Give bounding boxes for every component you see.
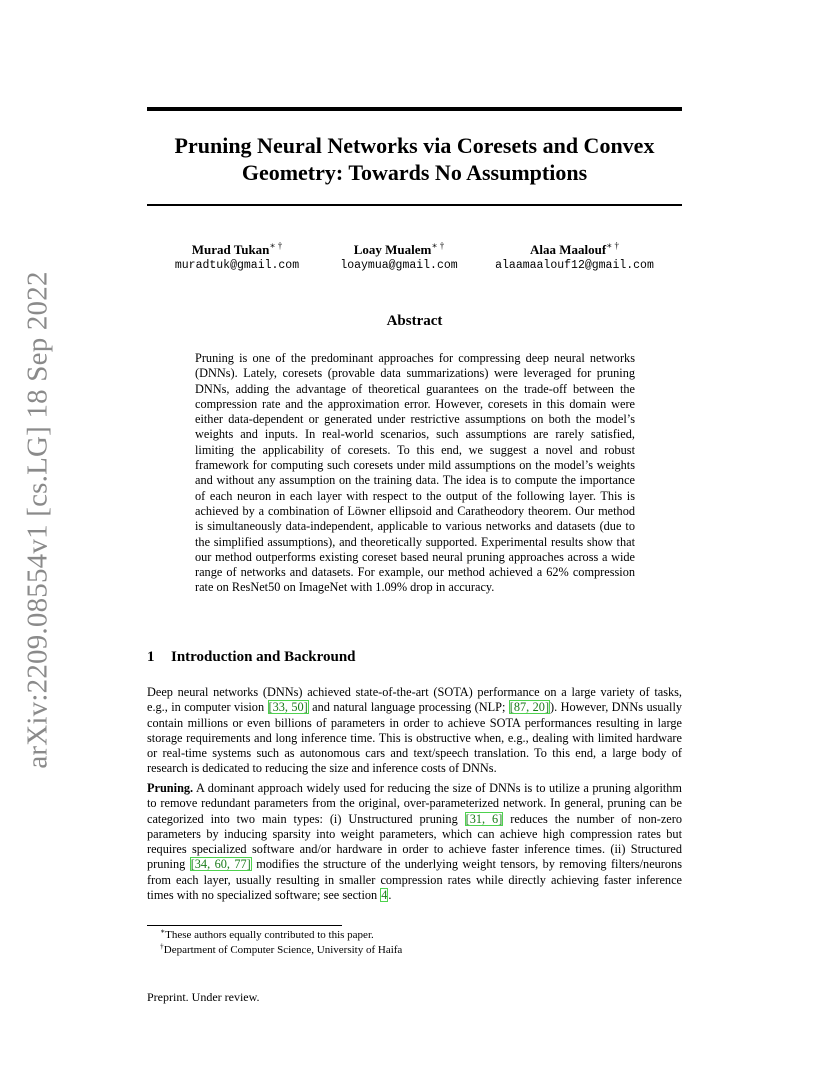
title-line-2: Geometry: Towards No Assumptions	[241, 160, 588, 185]
intro-paragraph-2	[147, 781, 682, 903]
citation-link[interactable]: [87, 20]	[509, 700, 550, 715]
arxiv-identifier: arXiv:2209.08554v1 [cs.LG] 18 Sep 2022	[21, 271, 54, 769]
footnote-2	[160, 940, 680, 958]
citation-link[interactable]: [31, 6]	[465, 811, 503, 826]
footnote-2-mark: †	[160, 940, 164, 950]
title-line-1: Pruning Neural Networks via Coresets and Convex	[174, 133, 655, 158]
author-1-marks: ∗ †	[269, 240, 283, 251]
author-3-email[interactable]: alaamaalouf12@gmail.com	[495, 259, 654, 272]
footnote-1-text: These authors equally contributed to this paper.	[165, 929, 374, 941]
intro-p2-text-1: A dominant approach widely used for reducing the size of DNNs is to utilize a pruning algorithm to remove redundant parameters from the original, over-parameterized network. In general, pruning can be categorized into two main types: (i) Unstructured pruning	[147, 781, 682, 826]
author-2-email[interactable]: loaymua@gmail.com	[340, 259, 458, 272]
author-2-marks: ∗ †	[431, 240, 445, 251]
abstract-body: Pruning is one of the predominant approaches for compressing deep neural networks (DNNs). Lately, coresets (provable data summarizations) were leveraged for pruning DNNs, adding the advantage of theoretical guarantees on the trade-off between the compression rate and the approximation error. However, coresets in this domain were either data-dependent or generated under restrictive assumptions on both the model’s weights and inputs. In real-world scenarios, such assumptions are rarely satisfied, limiting the applicability of coresets. To this end, we suggest a novel and robust framework for computing such coresets under mild assumptions on the model’s weights and without any assumption on the training data. The idea is to compute the importance of each neuron in each layer with respect to the output of the following layer. This is achieved by a combination of Löwner ellipsoid and Caratheodory theorem. Our method is simultaneously data-independent, applicable to various networks and datasets (due to the simplified assumptions), and theoretically supported. Experimental results show that our method outperforms existing coreset based neural pruning approaches across a wide range of networks and datasets. For example, our method achieved a 62% compression rate on ResNet50 on ImageNet with 1.09% drop in accuracy.	[195, 351, 635, 595]
footnote-1	[160, 928, 680, 943]
preprint-notice: Preprint. Under review.	[147, 990, 260, 1004]
footnote-2-text: Department of Computer Science, University of Haifa	[163, 943, 403, 956]
intro-p1-text-3: ). However, DNNs usually contain millions or even billions of parameters in order to achieve SOTA performances resulting in large storage requirements and long inference time. This is obstructive when, e.g., dealing with limited hardware or real-time systems such as autonomous cars and text/speech translation. To this end, a large body of research is dedicated to reducing the size and inference costs of DNNs.	[147, 700, 683, 776]
footnote-1-mark: ∗	[160, 926, 166, 936]
abstract-heading: Abstract	[386, 313, 443, 329]
author-3-marks: ∗ †	[606, 240, 620, 251]
footnotes	[160, 928, 680, 957]
section-1-title: Introduction and Backround	[171, 649, 356, 665]
paper-title	[147, 132, 682, 186]
author-block	[147, 242, 682, 282]
author-2	[334, 242, 464, 274]
author-1-name: Murad Tukan	[191, 242, 270, 257]
paragraph-lead-pruning: Pruning.	[147, 781, 194, 795]
citation-link[interactable]: [34, 60, 77]	[190, 857, 251, 872]
intro-p1-text-2: and natural language processing (NLP;	[308, 700, 509, 715]
title-top-rule	[147, 107, 682, 111]
author-1	[172, 242, 302, 274]
intro-p2-text-4: .	[388, 888, 392, 903]
section-1-heading	[147, 648, 682, 666]
citation-link[interactable]: [33, 50]	[268, 700, 308, 715]
intro-p2-text-2: reduces the number of non-zero parameters by inducing sparsity into weight parameters, which can achieve high compression rates but requires specialized software and/or hardware in order to achieve faster inference times. (ii) Structured pruning	[147, 811, 682, 872]
intro-p1-text-1: Deep neural networks (DNNs) achieved state-of-the-art (SOTA) performance on a large variety of tasks, e.g., in computer vision	[147, 685, 682, 715]
intro-p2-text-3: modifies the structure of the underlying weight tensors, by removing filters/neurons from each layer, usually resulting in smaller compression rates while directly achieving faster inference times with no specialized software; see section	[147, 857, 682, 903]
section-1-number: 1	[147, 649, 155, 665]
intro-paragraph-1	[147, 685, 682, 777]
section-reference-link[interactable]: 4	[381, 888, 388, 903]
title-bottom-rule	[147, 204, 682, 206]
author-1-email[interactable]: muradtuk@gmail.com	[174, 259, 300, 272]
author-3	[487, 242, 662, 274]
footnote-rule	[147, 925, 342, 926]
author-3-name: Alaa Maalouf	[529, 242, 607, 257]
author-2-name: Loay Mualem	[353, 242, 432, 257]
